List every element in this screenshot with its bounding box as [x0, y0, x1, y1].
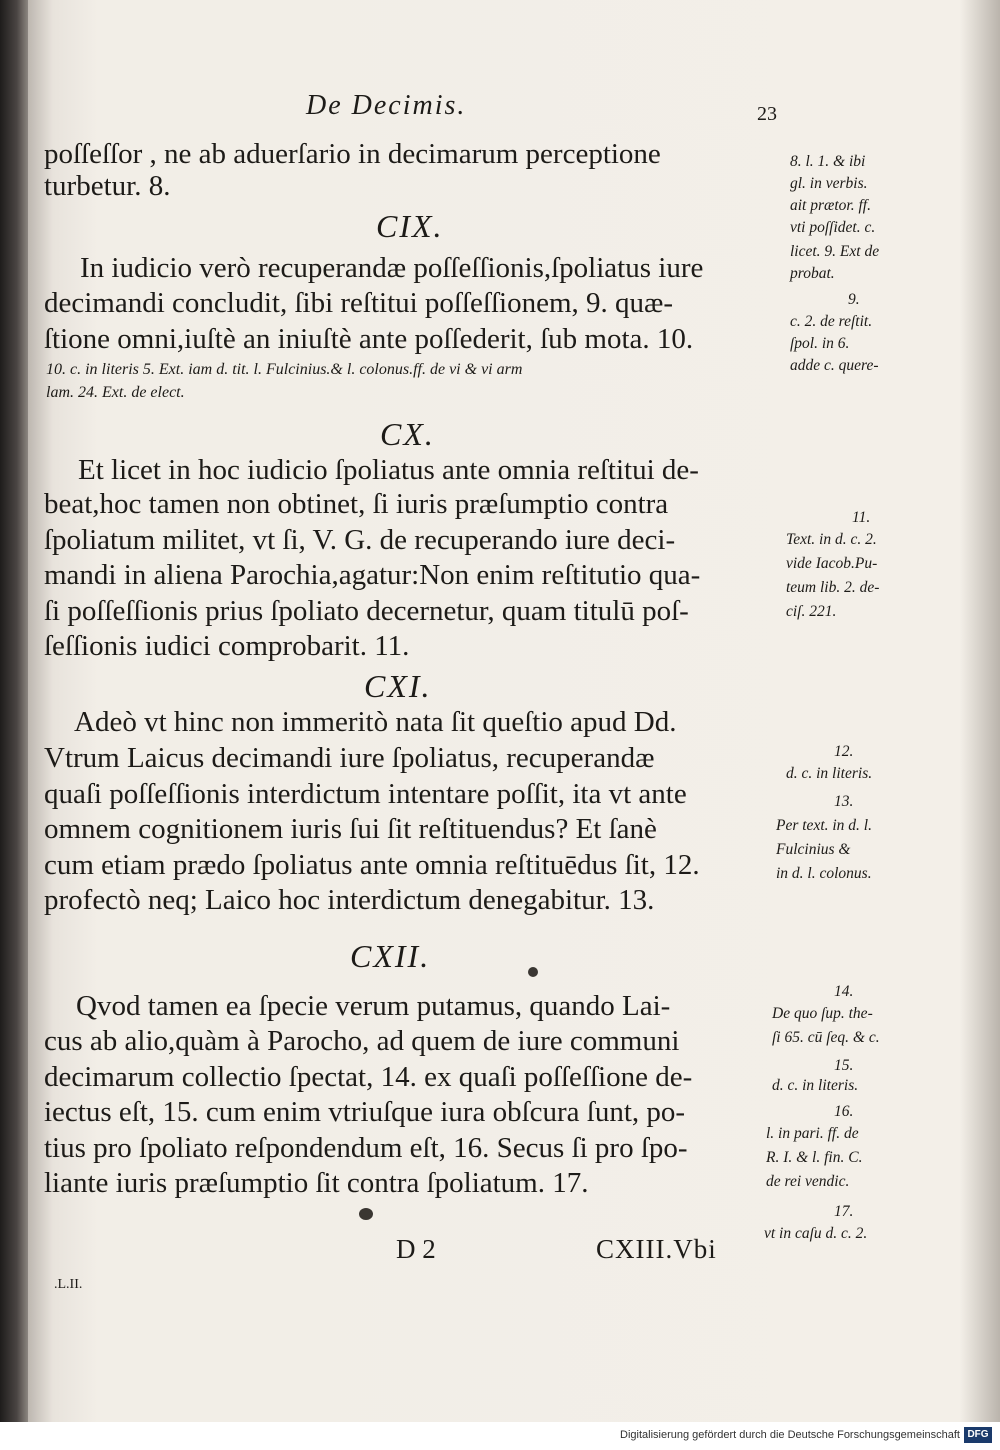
- body-line: cum etiam prædo ſpoliatus ante omnia reſtituēdus ſit, 12.: [44, 849, 700, 881]
- body-line: tius pro ſpoliato reſpondendum eſt, 16. Secus ſi pro ſpo-: [44, 1132, 688, 1164]
- margin-note: vide Iacob.Pu-: [786, 555, 878, 572]
- body-line: omnem cognitionem iuris ſui ſit reſtituendus? Et ſanè: [44, 813, 657, 845]
- margin-note: De quo ſup. the-: [772, 1005, 873, 1022]
- book-binding-edge: [0, 0, 28, 1422]
- margin-note: 9.: [848, 291, 860, 308]
- margin-note: vt in caſu d. c. 2.: [764, 1225, 868, 1242]
- catchword: CXIII.Vbi: [596, 1234, 717, 1264]
- body-line: liante iuris præſumptio ſit contra ſpoliatum. 17.: [44, 1167, 589, 1199]
- body-line: turbetur. 8.: [44, 170, 171, 202]
- body-line: In iudicio verò recuperandæ poſſeſſionis,ſpoliatus iure: [80, 252, 704, 284]
- margin-note: R. I. & l. fin. C.: [766, 1149, 863, 1166]
- section-heading-cx: CX.: [380, 416, 435, 452]
- signature-mark: D 2: [396, 1234, 436, 1264]
- margin-note: l. in pari. ff. de: [766, 1125, 859, 1142]
- margin-note: Per text. in d. l.: [776, 817, 872, 834]
- section-heading-cxii: CXII.: [350, 938, 431, 974]
- section-heading-cxi: CXI.: [364, 668, 432, 704]
- footnote-line: lam. 24. Ext. de elect.: [46, 384, 185, 401]
- margin-note: d. c. in literis.: [786, 765, 873, 782]
- body-line: ſtione omni,iuſtè an iniuſtè ante poſſederit, ſub mota. 10.: [44, 323, 694, 355]
- margin-note: 17.: [834, 1203, 854, 1220]
- body-line: cus ab alio,quàm à Parocho, ad quem de iure communi: [44, 1025, 680, 1057]
- margin-note: in d. l. colonus.: [776, 865, 872, 882]
- section-heading-cix: CIX.: [376, 208, 444, 244]
- margin-note: ſi 65. cū ſeq. & c.: [772, 1029, 880, 1046]
- body-line: quaſi poſſeſſionis interdictum intentare poſſit, ita vt ante: [44, 778, 687, 810]
- margin-note: licet. 9. Ext de: [790, 243, 880, 260]
- margin-note: probat.: [790, 265, 835, 282]
- ornament-dot: [528, 967, 538, 977]
- margin-note: de rei vendic.: [766, 1173, 850, 1190]
- body-line: ſpoliatum militet, vt ſi, V. G. de recuperando iure deci-: [44, 524, 676, 556]
- page-shadow: [960, 0, 1000, 1422]
- margin-note: ciſ. 221.: [786, 603, 837, 620]
- body-line: poſſeſſor , ne ab aduerſario in decimarum perceptione: [44, 138, 661, 170]
- stray-mark: .L.II.: [54, 1277, 83, 1292]
- body-line: profectò neq; Laico hoc interdictum denegabitur. 13.: [44, 884, 655, 916]
- body-line: mandi in aliena Parochia,agatur:Non enim reſtitutio qua-: [44, 559, 701, 591]
- body-line: decimarum collectio ſpectat, 14. ex quaſi poſſeſſione de-: [44, 1061, 693, 1093]
- body-line: decimandi concludit, ſibi reſtitui poſſeſſionem, 9. quæ-: [44, 287, 674, 319]
- body-line: ſeſſionis iudici comprobarit. 11.: [44, 630, 410, 662]
- margin-note: d. c. in literis.: [772, 1077, 859, 1094]
- funding-credit: Digitalisierung gefördert durch die Deutsche Forschungsgemeinschaft: [620, 1429, 960, 1441]
- margin-note: ait prætor. ff.: [790, 197, 871, 214]
- margin-note: ſpol. in 6.: [790, 335, 850, 352]
- margin-note: gl. in verbis.: [790, 175, 868, 192]
- body-line: Qvod tamen ea ſpecie verum putamus, quando Lai-: [76, 990, 671, 1022]
- ornament-dot: [359, 1208, 373, 1220]
- body-line: beat,hoc tamen non obtinet, ſi iuris præſumptio contra: [44, 488, 669, 520]
- margin-note: 15.: [834, 1057, 854, 1074]
- margin-note: 11.: [852, 509, 871, 526]
- page-number: 23: [757, 103, 777, 125]
- running-title: De Decimis.: [306, 90, 467, 121]
- margin-note: 8. l. 1. & ibi: [790, 153, 866, 170]
- dfg-logo: DFG: [964, 1427, 992, 1443]
- margin-note: 12.: [834, 743, 854, 760]
- margin-note: vti poſſidet. c.: [790, 219, 876, 236]
- margin-note: 14.: [834, 983, 854, 1000]
- body-line: iectus eſt, 15. cum enim vtriuſque iura obſcura ſunt, po-: [44, 1096, 686, 1128]
- margin-note: 16.: [834, 1103, 854, 1120]
- margin-note: Text. in d. c. 2.: [786, 531, 877, 548]
- body-line: Adeò vt hinc non immeritò nata ſit queſtio apud Dd.: [74, 706, 677, 738]
- margin-note: 13.: [834, 793, 854, 810]
- margin-note: adde c. quere-: [790, 357, 879, 374]
- footnote-line: 10. c. in literis 5. Ext. iam d. tit. l. Fulcinius.& l. colonus.ff. de vi & vi arm: [46, 361, 523, 378]
- margin-note: c. 2. de reſtit.: [790, 313, 873, 330]
- digitization-footer: [0, 1422, 1000, 1450]
- margin-note: teum lib. 2. de-: [786, 579, 880, 596]
- margin-note: Fulcinius &: [776, 841, 851, 858]
- body-line: Vtrum Laicus decimandi iure ſpoliatus, recuperandæ: [44, 742, 655, 774]
- body-line: Et licet in hoc iudicio ſpoliatus ante omnia reſtitui de-: [78, 454, 699, 486]
- body-line: ſi poſſeſſionis prius ſpoliato decernetur, quam titulū poſ-: [44, 595, 689, 627]
